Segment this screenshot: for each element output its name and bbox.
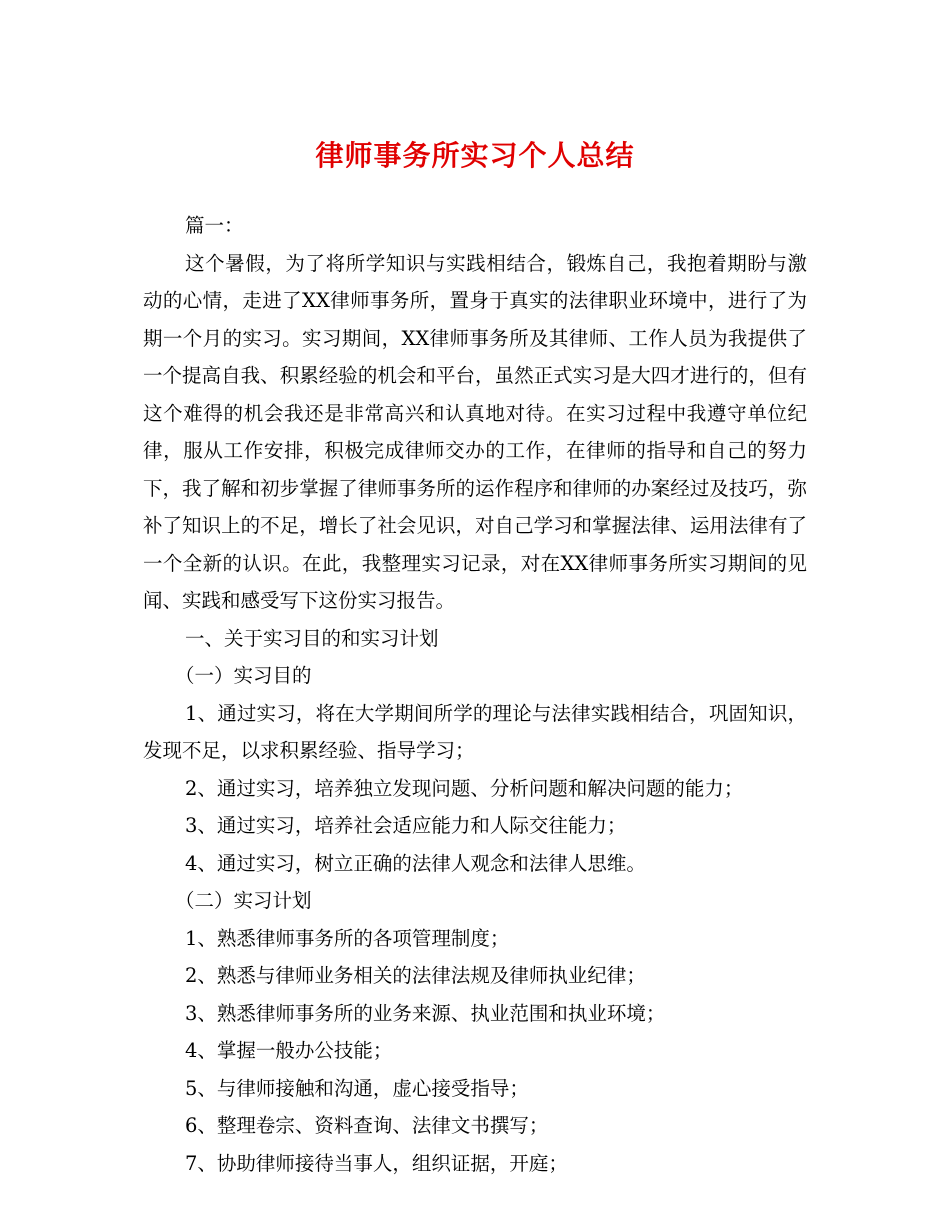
purpose-item: 4、通过实习，树立正确的法律人观念和法律人思维。 <box>185 851 646 875</box>
heading-purpose-and-plan: 一、关于实习目的和实习计划 <box>185 626 439 650</box>
subheading-purpose: （一）实习目的 <box>175 664 312 687</box>
plan-item: 1、熟悉律师事务所的各项管理制度； <box>185 926 510 950</box>
purpose-item: 2、通过实习，培养独立发现问题、分析问题和解决问题的能力； <box>185 776 744 800</box>
document-title: 律师事务所实习个人总结 <box>315 139 635 172</box>
plan-item: 6、整理卷宗、资料查询、法律文书撰写； <box>185 1114 549 1137</box>
purpose-item: 1、通过实习，将在大学期间所学的理论与法律实践相结合，巩固知识，发现不足，以求积累经验、指导学习； <box>143 701 807 762</box>
intro-paragraph: 这个暑假，为了将所学知识与实践相结合，锻炼自己，我抱着期盼与激动的心情，走进了XX律师事务所，置身于真实的法律职业环境中，进行了为期一个月的实习。实习期间，XX律师事务所及其律师、工作人员为我提供了一个提高自我、积累经验的机会和平台，虽然正式实习是大四才进行的，但有这个难得的机会我还是非常高兴和认真地对待。在实习过程中我遵守单位纪律，服从工作安排，积极完成律师交办的工作，在律师的指导和自己的努力下，我了解和初步掌握了律师事务所的运作程序和律师的办案经过及技巧，弥补了知识上的不足，增长了社会见识，对自己学习和掌握法律、运用法律有了一个全新的认识。在此，我整理实习记录，对在XX律师事务所实习期间的见闻、实践和感受写下这份实习报告。 <box>143 251 807 612</box>
purpose-item: 3、通过实习，培养社会适应能力和人际交往能力； <box>185 814 627 837</box>
plan-item: 3、熟悉律师事务所的业务来源、执业范围和执业环境； <box>185 1001 666 1025</box>
plan-item: 2、熟悉与律师业务相关的法律法规及律师执业纪律； <box>185 964 646 987</box>
subheading-plan: （二）实习计划 <box>175 889 312 912</box>
plan-item: 7、协助律师接待当事人，组织证据，开庭； <box>185 1151 568 1175</box>
document-body <box>143 207 807 1182</box>
plan-item: 4、掌握一般办公技能； <box>185 1039 393 1062</box>
plan-item: 5、与律师接触和沟通，虚心接受指导； <box>185 1076 529 1100</box>
section-label: 篇一： <box>185 214 244 237</box>
